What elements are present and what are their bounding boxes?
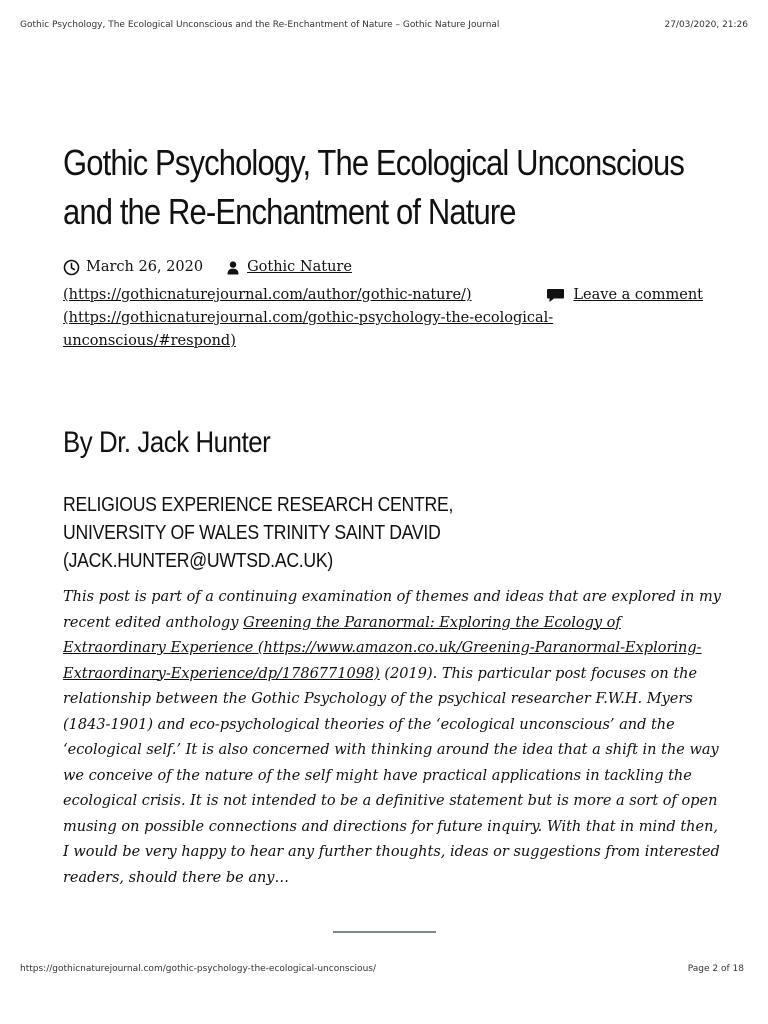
print-datetime: 27/03/2020, 21:26 (664, 20, 748, 30)
affiliation-line: UNIVERSITY OF WALES TRINITY SAINT DAVID (63, 521, 441, 544)
comment-icon (546, 288, 565, 303)
comment-url (63, 307, 623, 353)
affiliation-email: (JACK.HUNTER@UWTSD.AC.UK) (63, 549, 334, 572)
post-date-text: March 26, 2020 (86, 259, 204, 275)
section-separator (333, 931, 436, 933)
intro-text-after-link: (2019). This particular post focuses on the relationship between the Gothic Psychology of the psychical researcher F.W.H. Myers (1843-1901) and eco-psychological theories of the ‘ecological unconscious’ and the ‘ecological self.’ It is also concerned with thinking around the idea that a shift in the way we conceive of the nature of the self might have practical applications in tackling the ecological crisis. It is not intended to be a definitive statement but is more a sort of open musing on possible connections and directions for future inquiry. With that in mind then, I would be very happy to hear any further thoughts, ideas or suggestions from interested readers, should there be any… (63, 665, 720, 886)
comment-url-line-2[interactable]: unconscious/#respond) (63, 333, 236, 349)
author-byline: By Dr. Jack Hunter (63, 426, 271, 459)
print-footer (20, 962, 744, 976)
print-url: https://gothicnaturejournal.com/gothic-psychology-the-ecological-unconscious/ (20, 964, 376, 974)
affiliation-line: RELIGIOUS EXPERIENCE RESEARCH CENTRE, (63, 493, 454, 516)
user-icon (227, 261, 239, 275)
intro-text-before-link: This post is part of a continuing examination of themes and ideas that are explored in my recent edited anthology (63, 589, 721, 631)
meta-row-date-author (63, 256, 703, 279)
post-title: Gothic Psychology, The Ecological Unconscious and the Re-Enchantment of Nature (63, 142, 684, 232)
book-link[interactable]: Greening the Paranormal: Exploring the Ecology of Extraordinary Experience (https://www.amazon.co.uk/Greening-Paranormal-Exploring-Extraordinary-Experience/dp/1786771098) (63, 614, 702, 682)
intro-paragraph (63, 585, 723, 891)
leave-comment-link[interactable]: Leave a comment (573, 287, 703, 303)
author-link[interactable]: Gothic Nature (247, 259, 352, 275)
comment-url-line-1[interactable]: (https://gothicnaturejournal.com/gothic-psychology-the-ecological- (63, 310, 554, 326)
post-date (63, 256, 203, 279)
post-meta (63, 256, 703, 353)
page-indicator: Page 2 of 18 (687, 964, 744, 974)
author-affiliation (63, 491, 703, 575)
print-header (20, 18, 748, 32)
author-url-link[interactable]: (https://gothicnaturejournal.com/author/gothic-nature/) (63, 287, 472, 303)
comment-area (546, 284, 703, 307)
print-page-title: Gothic Psychology, The Ecological Unconscious and the Re-Enchantment of Nature – Gothic Nature Journal (20, 20, 500, 30)
clock-icon (63, 259, 80, 276)
meta-row-author-url-comment (63, 284, 703, 307)
article (63, 138, 721, 891)
